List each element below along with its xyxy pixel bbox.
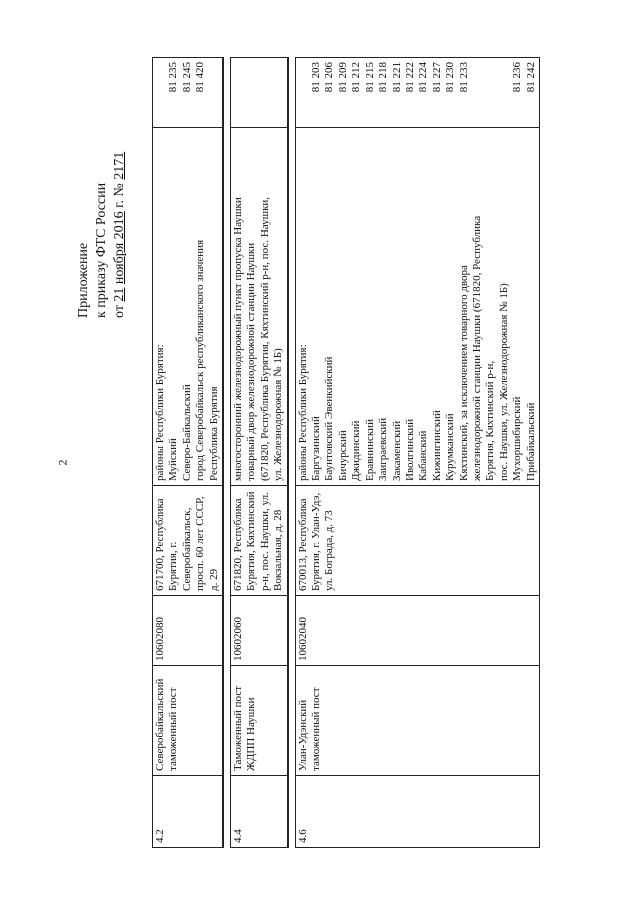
district-item: Северо-Байкальский — [180, 384, 193, 481]
district-item: Иволгинский — [403, 418, 416, 481]
row-number: 4.4 — [231, 776, 288, 848]
districts-list — [153, 128, 224, 486]
okato-code: 81 235 — [167, 62, 180, 93]
okato-code: 81 203 — [310, 62, 323, 93]
okato-code: 81 206 — [323, 62, 336, 93]
district-item: пос. Наушки, ул. Железнодорожная № 1Б) — [497, 283, 510, 481]
row-separator — [223, 58, 231, 848]
okato-code: 81 227 — [430, 62, 443, 93]
header-year-suffix: г. — [112, 200, 127, 208]
district-item: Заиграевский — [377, 417, 390, 481]
row-separator — [288, 58, 296, 848]
post-code: 10602080 — [153, 596, 224, 666]
district-item: Баргузинский — [310, 416, 323, 481]
district-item: Муйский — [167, 438, 180, 481]
table-row — [231, 58, 288, 848]
header-day: 21 — [112, 287, 127, 302]
district-item: Кабанский — [417, 430, 430, 481]
district-item: Баунтовский Эвенкийский — [323, 356, 336, 481]
post-name: Северобайкальский таможенный пост — [153, 666, 224, 776]
header-order: к приказу ФТС России — [94, 182, 109, 318]
district-item: Мухоршибирский — [511, 396, 524, 481]
okato-code: 81 245 — [180, 62, 193, 93]
okato-code — [245, 62, 258, 123]
header-month-year: ноября 2016 — [112, 211, 127, 285]
post-name: Улан-Удэнский таможенный пост — [295, 666, 539, 776]
district-item: Закаменский — [390, 420, 403, 481]
okato-code: 81 420 — [194, 62, 207, 93]
okato-code — [471, 62, 484, 123]
okato-codes — [153, 58, 224, 128]
okato-code: 81 212 — [350, 62, 363, 93]
post-address: 671700, Республика Бурятия, г. Северобайкальск, просп. 60 лет СССР, д. 29 — [153, 486, 224, 596]
district-item: Кижингинский — [430, 410, 443, 481]
table-row — [295, 58, 539, 848]
district-item: Бичурский — [336, 430, 349, 481]
okato-code — [208, 62, 221, 123]
page-number: 2 — [55, 459, 70, 466]
okato-code — [232, 62, 245, 123]
district-item: Кяхтинский, за исключением товарного двора — [457, 265, 470, 481]
district-item: Курумканский — [444, 413, 457, 481]
post-address: 671820, Республика Бурятия, Кяхтинский р-н, пос. Наушки, ул. Вокзальная, д. 28 — [231, 486, 288, 596]
okato-code: 81 224 — [417, 62, 430, 93]
district-item: товарный двор железнодорожной станции Наушки — [245, 242, 258, 481]
post-code: 10602040 — [295, 596, 539, 666]
okato-code — [259, 62, 272, 123]
okato-codes — [231, 58, 288, 128]
district-item: (671820, Республика Бурятия, Кяхтинский р-н, пос. Наушки, — [258, 196, 271, 481]
post-address: 670013, Республика Бурятия, г. Улан-Удэ, ул. Бограда, д. 73 — [295, 486, 539, 596]
okato-code: 81 242 — [524, 62, 537, 93]
row-number: 4.6 — [295, 776, 539, 848]
okato-code: 81 222 — [403, 62, 416, 93]
okato-code: 81 221 — [390, 62, 403, 93]
okato-code: 81 230 — [444, 62, 457, 93]
district-item: Еравнинский — [363, 419, 376, 481]
district-item: районы Республики Бурятия: — [154, 344, 166, 481]
district-item: Прибайкальский — [524, 402, 537, 481]
okato-code: 81 209 — [336, 62, 349, 93]
district-item: ул. Железнодорожная № 1Б) — [272, 348, 285, 481]
table-row — [153, 58, 224, 848]
okato-codes — [295, 58, 539, 128]
okato-code: 81 215 — [363, 62, 376, 93]
header-from: от — [112, 305, 127, 318]
district-item: город Северобайкальск республиканского значения — [194, 239, 207, 481]
customs-posts-table — [152, 58, 600, 848]
district-item: районы Республики Бурятия: — [296, 344, 309, 481]
district-item: Республика Бурятия — [207, 386, 220, 481]
header-date-number — [112, 152, 128, 318]
header-no-sign: № — [112, 183, 127, 197]
okato-code — [498, 62, 511, 123]
okato-code: 81 233 — [457, 62, 470, 93]
document-header — [70, 90, 140, 320]
post-code: 10602060 — [231, 596, 288, 666]
okato-code — [272, 62, 285, 123]
okato-code — [484, 62, 497, 123]
header-title: Приложение — [76, 242, 91, 318]
district-item: Джидинский — [350, 420, 363, 481]
districts-list — [231, 128, 288, 486]
district-item: многосторонний железнодорожный пункт пропуска Наушки — [232, 197, 245, 481]
district-item: железнодорожной станции Наушки (671820, Республика — [470, 215, 483, 481]
districts-list — [295, 128, 539, 486]
okato-code: 81 218 — [377, 62, 390, 93]
post-name: Таможенный пост ЖДПП Наушки — [231, 666, 288, 776]
district-item: Бурятия, Кяхтинский р-н, — [484, 360, 497, 481]
row-number: 4.2 — [153, 776, 224, 848]
okato-code — [154, 62, 167, 123]
header-order-number: 2171 — [112, 151, 127, 180]
okato-code: 81 236 — [511, 62, 524, 93]
okato-code — [297, 62, 310, 123]
